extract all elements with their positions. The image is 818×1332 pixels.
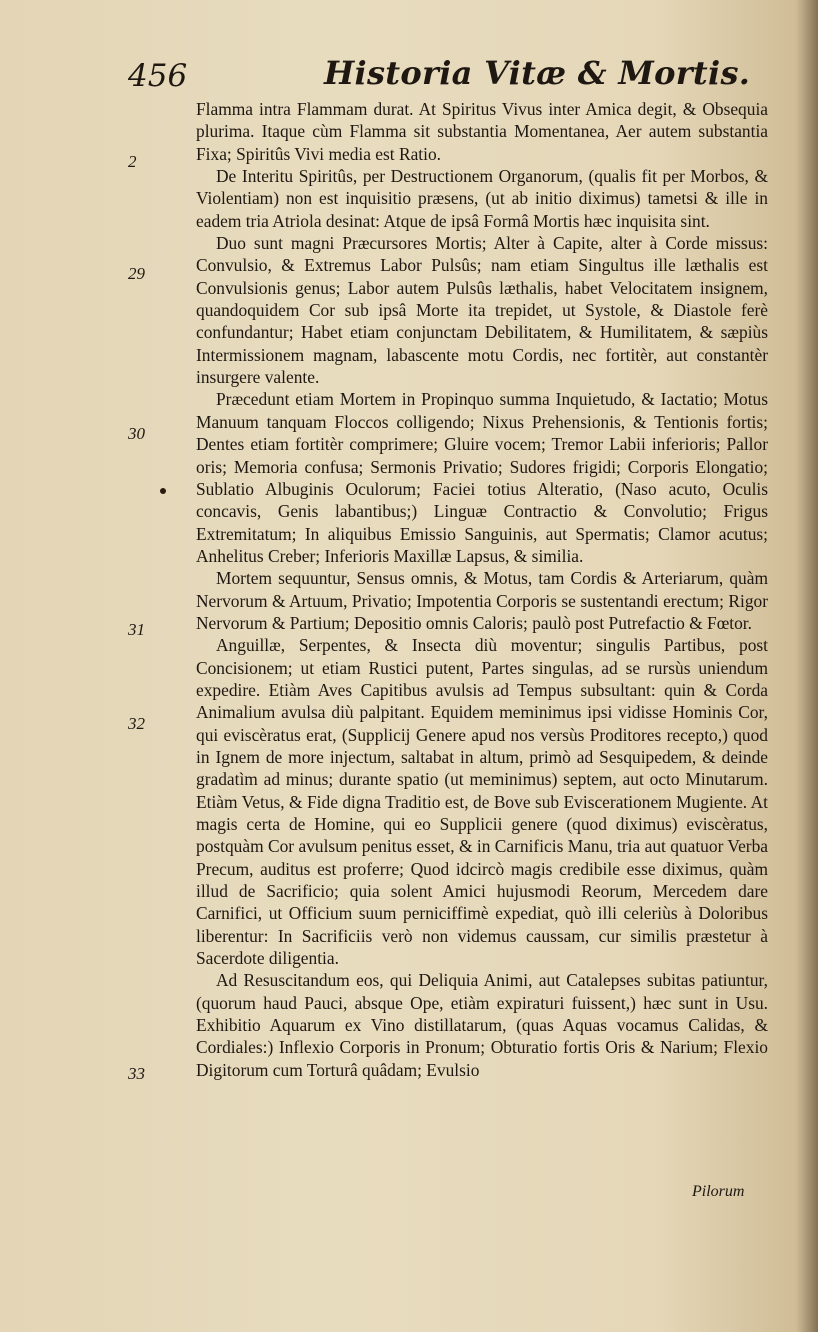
margin-number: 2 [128,152,137,171]
paragraph: Mortem sequuntur, Sensus omnis, & Motus, tam Cordis & Arteriarum, quàm Nervorum & Artuum, Privatio; Impotentia Corporis se sustentandi erectum; Rigor Nervorum & Partium; Depositio omnis Caloris; paulò post Putrefactio & Fœtor. [196,568,768,633]
margin-number: 31 [128,620,145,639]
running-head: Historia Vitæ & Mortis. [324,54,751,92]
paragraph: Duo sunt magni Præcursores Mortis; Alter à Capite, alter à Corde missus: Convulsio, & Extremus Labor Pulsûs; nam etiam Singultus ille læthalis est Convulsionis genus; Labor autem Pulsûs læthalis, habet Velocitatem insignem, quandoquidem Cor sub ipsâ Morte ita trepidet, ut Systole, & Diastole ferè confundantur; Habet etiam conjunctam Debilitatem, & Humilitatem, & sæpiùs Intermissionem magnam, labascente motu Cordis, nec fortitèr, aut constantèr insurgere valente. [196,233,768,388]
margin-number: 29 [128,264,145,283]
page-edge-shadow [796,0,818,1332]
paragraph: Præcedunt etiam Mortem in Propinquo summa Inquietudo, & Iactatio; Motus Manuum tanquam Floccos colligendo; Nixus Prehensionis, & Tentionis fortis; Dentes etiam fortitèr comprimere; Gluire vocem; Tremor Labii inferioris; Pallor oris; Memoria confusa; Sermonis Privatio; Sudores frigidi; Corporis Elongatio; Sublatio Albuginis Oculorum; Faciei totius Alteratio, (Naso acuto, Oculis concavis, Genis labantibus;) Linguæ Contractio & Convolutio; Frigus Extremitatum; In aliquibus Emissio Sanguinis, aut Spermatis; Clamor acutus; Anhelitus Creber; Inferioris Maxillæ Lapsus, & similia. [196,389,768,566]
paragraph: Ad Resuscitandum eos, qui Deliquia Animi, aut Catalepses subitas patiuntur, (quorum haud Pauci, absque Ope, etiàm expiraturi fuissent,) hæc sunt in Usu. Exhibitio Aquarum ex Vino distillatarum, (quas Aquas vocamus Calidas, & Cordiales:) Inflexio Corporis in Pronum; Obturatio fortis Oris & Narium; Flexio Digitorum cum Torturâ quâdam; Evulsio [196,970,768,1080]
page-header [124,52,774,98]
paragraph: De Interitu Spiritûs, per Destructionem Organorum, (qualis fit per Morbos, & Violentiam) non est inquisitio præsens, (ut ab initio diximus) tametsi & ille in eadem tria Atriola desinat: Atque de ipsâ Formâ Mortis hæc inquisita sint. [196,166,768,231]
catchword: Pilorum [692,1183,745,1200]
paragraph: Flamma intra Flammam durat. At Spiritus Vivus inter Amica degit, & Obsequia plurima. Itaque cùm Flamma sit substantia Momentanea, Aer autem substantia Fixa; Spiritûs Vivi media est Ratio. [196,99,768,164]
body-text [196,98,768,1081]
margin-number: 30 [128,424,145,443]
margin-number: 32 [128,714,145,733]
margin-number: 33 [128,1064,145,1083]
ink-spot [160,488,166,494]
page-number: 456 [128,58,188,94]
paragraph: Anguillæ, Serpentes, & Insecta diù moventur; singulis Partibus, post Concisionem; ut etiam Rustici putent, Partes singulas, ad se rursùs uniendum expedire. Etiàm Aves Capitibus avulsis ad Tempus subsultant: quin & Corda Animalium avulsa diù palpitant. Equidem meminimus ipsi vidisse Hominis Cor, qui eviscèratus erat, (Supplicij Genere apud nos versùs Proditores recepto,) quod in Ignem de more injectum, saltabat in altum, primò ad Sesquipedem, & deinde gradatìm ad minus; durante spatio (ut meminimus) septem, aut octo Minutarum. Etiàm Vetus, & Fide digna Traditio est, de Bove sub Eviscerationem Mugiente. At magis certa de Homine, qui eo Supplicii genere (quod diximus) eviscèratus, postquàm Cor avulsum penitus esset, & in Carnificis Manu, tria aut quatuor Verba Precum, auditus est proferre; Quod idcircò magis credibile esse diximus, quàm illud de Sacrificio; quia solent Amici hujusmodi Reorum, Mercedem dare Carnifici, ut Officium suum perniciffimè expediat, quò illi celeriùs à Doloribus liberentur: In Sacrificiis verò non videmus caussam, cur similis præstetur à Sacerdote diligentia. [196,635,768,969]
